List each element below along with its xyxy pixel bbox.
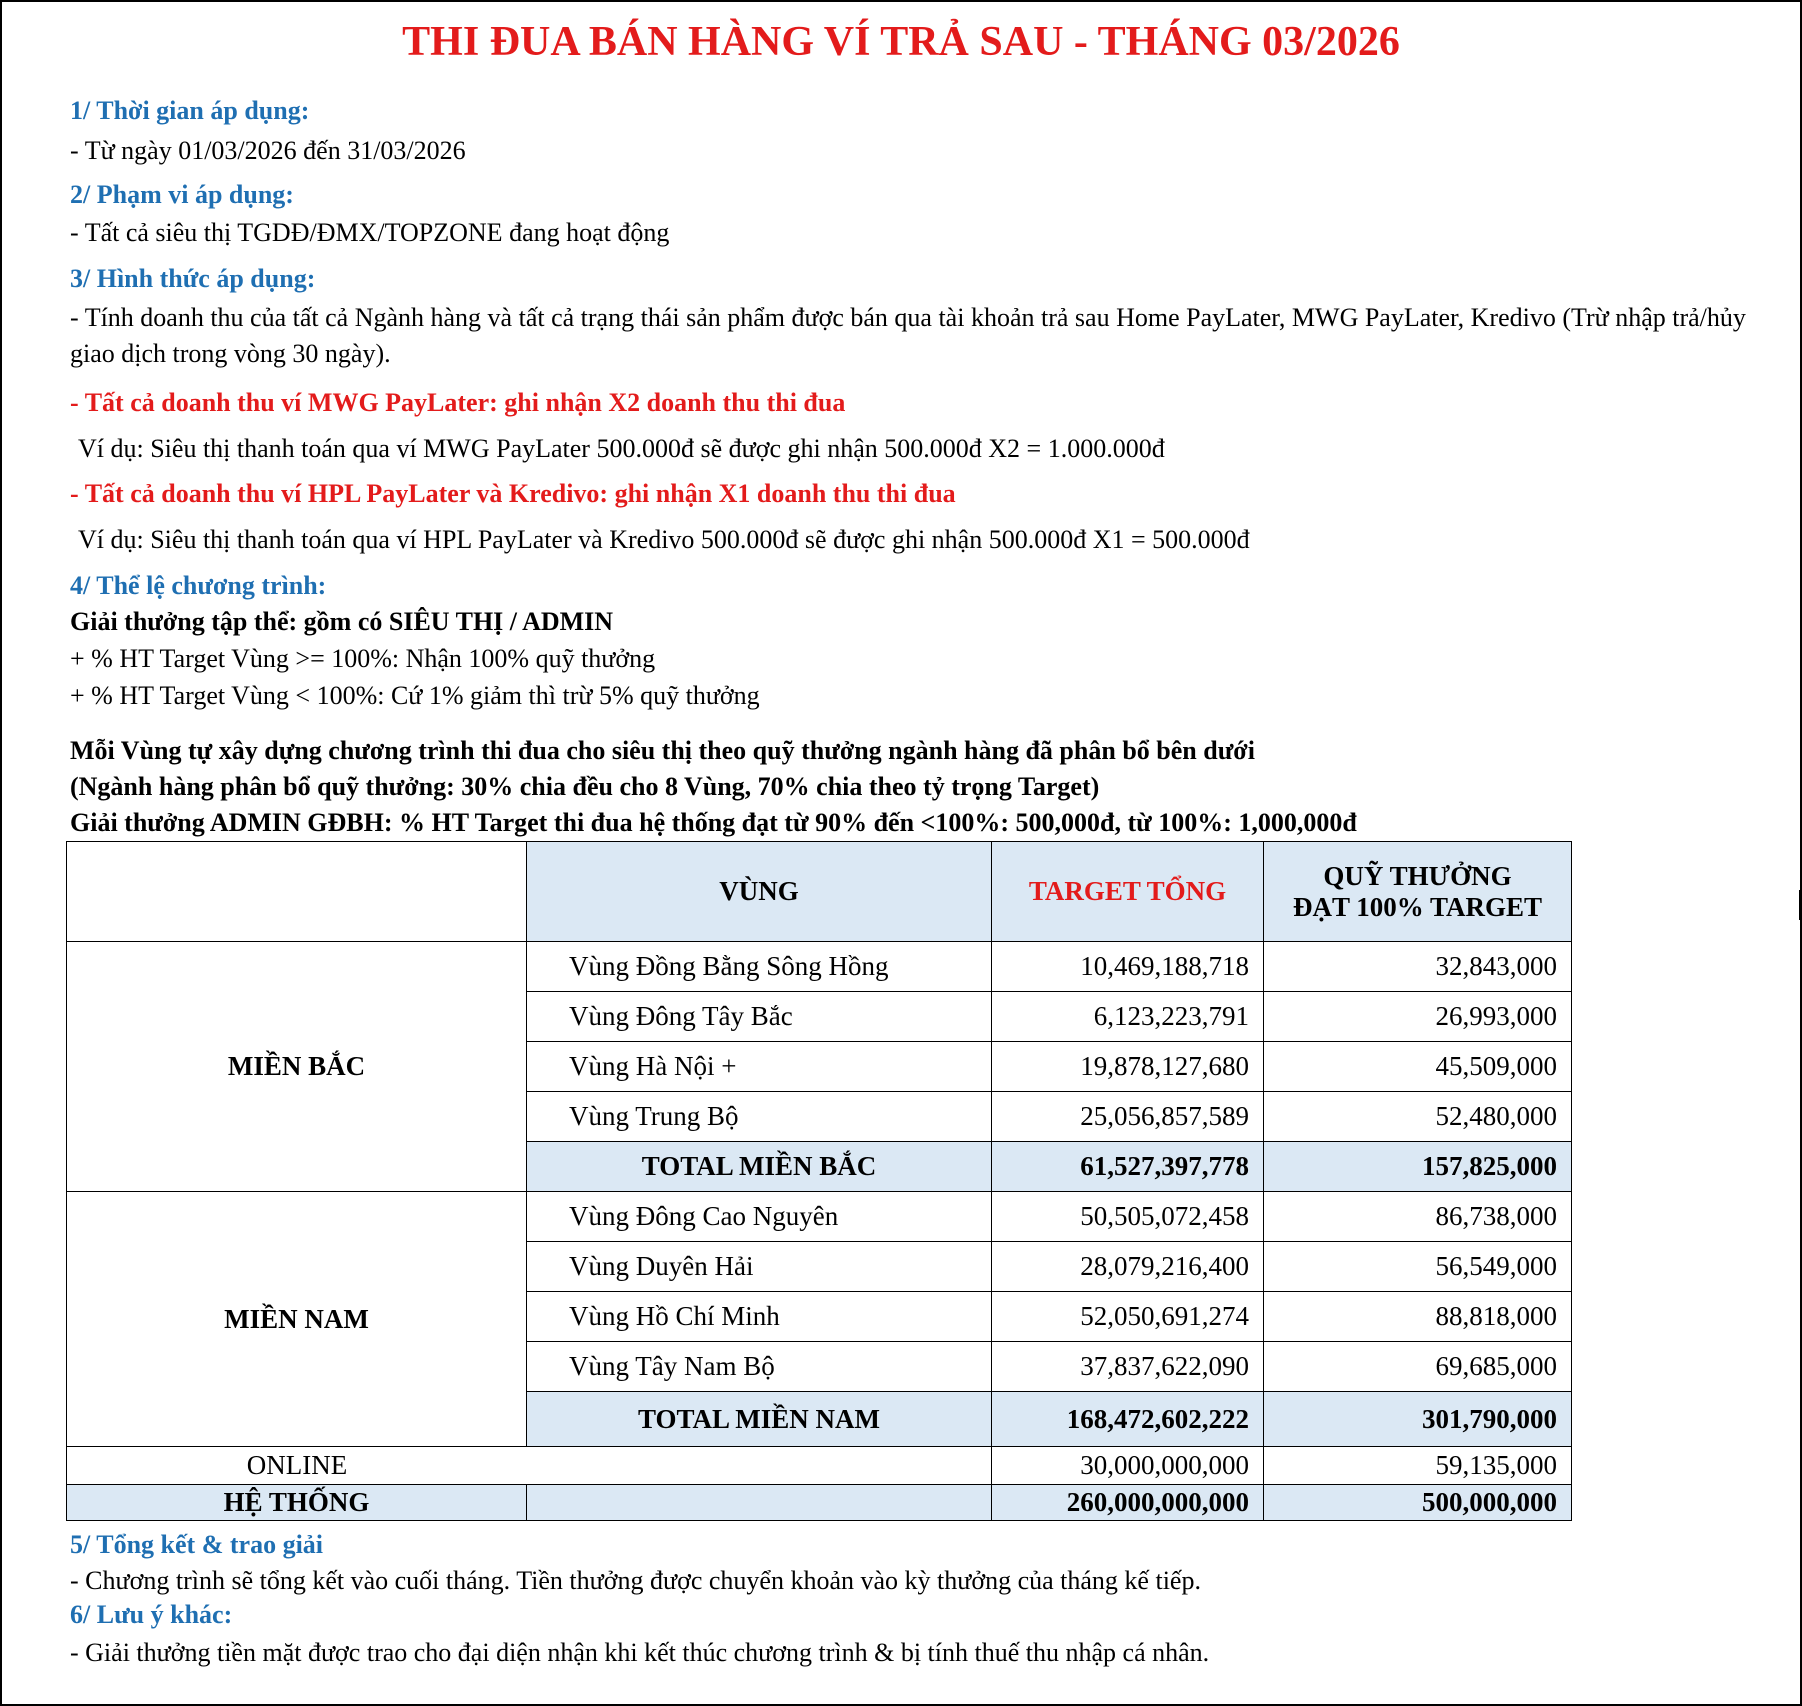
region-name: Vùng Đông Cao Nguyên bbox=[527, 1192, 992, 1242]
system-blank-cell bbox=[527, 1485, 992, 1521]
target-value: 37,837,622,090 bbox=[992, 1342, 1264, 1392]
total-north-target: 61,527,397,778 bbox=[992, 1142, 1264, 1192]
target-value: 52,050,691,274 bbox=[992, 1292, 1264, 1342]
page-title: THI ĐUA BÁN HÀNG VÍ TRẢ SAU - THÁNG 03/2026 bbox=[402, 19, 1400, 65]
section-4-heading: 4/ Thể lệ chương trình: bbox=[70, 571, 327, 600]
section-1-heading: 1/ Thời gian áp dụng: bbox=[70, 96, 310, 125]
region-name: Vùng Trung Bộ bbox=[527, 1092, 992, 1142]
online-label-cell bbox=[67, 1447, 992, 1485]
header-fund-line-2: ĐẠT 100% TARGET bbox=[1292, 891, 1543, 922]
online-label: ONLINE bbox=[246, 1450, 348, 1480]
fund-value: 26,993,000 bbox=[1264, 992, 1572, 1042]
table-row bbox=[67, 942, 1572, 992]
header-target: TARGET TỔNG bbox=[992, 842, 1264, 942]
section-3-example-mwg: Ví dụ: Siêu thị thanh toán qua ví MWG PayLater 500.000đ sẽ được ghi nhận 500.000đ X2 = 1.000.000đ bbox=[78, 434, 1165, 463]
fund-value: 32,843,000 bbox=[1264, 942, 1572, 992]
total-south-label: TOTAL MIỀN NAM bbox=[527, 1392, 992, 1447]
section-2-text: - Tất cả siêu thị TGDĐ/ĐMX/TOPZONE đang hoạt động bbox=[70, 218, 670, 247]
target-value: 28,079,216,400 bbox=[992, 1242, 1264, 1292]
fund-value: 88,818,000 bbox=[1264, 1292, 1572, 1342]
target-value: 50,505,072,458 bbox=[992, 1192, 1264, 1242]
section-2-heading: 2/ Phạm vi áp dụng: bbox=[70, 180, 294, 209]
section-4-condition-2: + % HT Target Vùng < 100%: Cứ 1% giảm thì trừ 5% quỹ thưởng bbox=[70, 681, 760, 710]
section-1-text: - Từ ngày 01/03/2026 đến 31/03/2026 bbox=[70, 136, 466, 165]
target-value: 25,056,857,589 bbox=[992, 1092, 1264, 1142]
region-name: Vùng Đông Tây Bắc bbox=[527, 992, 992, 1042]
header-vung: VÙNG bbox=[527, 842, 992, 942]
fund-value: 56,549,000 bbox=[1264, 1242, 1572, 1292]
system-row bbox=[67, 1485, 1572, 1521]
system-label: HỆ THỐNG bbox=[67, 1485, 527, 1521]
online-row bbox=[67, 1447, 1572, 1485]
table-header-row bbox=[67, 842, 1572, 942]
fund-value: 86,738,000 bbox=[1264, 1192, 1572, 1242]
section-3-example-hpl: Ví dụ: Siêu thị thanh toán qua ví HPL PayLater và Kredivo 500.000đ sẽ được ghi nhận 500.000đ X1 = 500.000đ bbox=[78, 525, 1250, 554]
region-name: Vùng Duyên Hải bbox=[527, 1242, 992, 1292]
fund-value: 45,509,000 bbox=[1264, 1042, 1572, 1092]
region-name: Vùng Hà Nội + bbox=[527, 1042, 992, 1092]
target-value: 6,123,223,791 bbox=[992, 992, 1264, 1042]
region-name: Vùng Tây Nam Bộ bbox=[527, 1342, 992, 1392]
section-5-text: - Chương trình sẽ tổng kết vào cuối tháng. Tiền thưởng được chuyển khoản vào kỳ thưởng của tháng kế tiếp. bbox=[70, 1566, 1201, 1595]
region-name: Vùng Hồ Chí Minh bbox=[527, 1292, 992, 1342]
total-south-fund: 301,790,000 bbox=[1264, 1392, 1572, 1447]
total-north-fund: 157,825,000 bbox=[1264, 1142, 1572, 1192]
section-3-text: - Tính doanh thu của tất cả Ngành hàng và tất cả trạng thái sản phẩm được bán qua tài khoản trả sau Home PayLater, MWG PayLater, Kredivo (Trừ nhập trả/hủy giao dịch trong vòng 30 ngày). bbox=[70, 303, 1746, 368]
total-north-label: TOTAL MIỀN BẮC bbox=[527, 1142, 992, 1192]
section-4-note-3: Giải thưởng ADMIN GĐBH: % HT Target thi đua hệ thống đạt từ 90% đến <100%: 500,000đ, từ 100%: 1,000,000đ bbox=[70, 808, 1357, 837]
section-6-heading: 6/ Lưu ý khác: bbox=[70, 1600, 233, 1629]
header-blank-cell bbox=[67, 842, 527, 942]
system-fund: 500,000,000 bbox=[1264, 1485, 1572, 1521]
section-5-heading: 5/ Tổng kết & trao giải bbox=[70, 1530, 324, 1559]
online-target: 30,000,000,000 bbox=[992, 1447, 1264, 1485]
fund-value: 52,480,000 bbox=[1264, 1092, 1572, 1142]
header-fund-line-1: QUỸ THƯỞNG bbox=[1323, 860, 1512, 891]
section-4-group-prize: Giải thưởng tập thể: gồm có SIÊU THỊ / ADMIN bbox=[70, 607, 614, 636]
online-fund: 59,135,000 bbox=[1264, 1447, 1572, 1485]
region-north-label: MIỀN BẮC bbox=[67, 942, 527, 1192]
section-3-rule-hpl: - Tất cả doanh thu ví HPL PayLater và Kredivo: ghi nhận X1 doanh thu thi đua bbox=[70, 479, 956, 508]
section-3-heading: 3/ Hình thức áp dụng: bbox=[70, 264, 316, 293]
target-fund-table bbox=[66, 841, 1572, 1521]
target-value: 10,469,188,718 bbox=[992, 942, 1264, 992]
section-4-note-2: (Ngành hàng phân bổ quỹ thưởng: 30% chia đều cho 8 Vùng, 70% chia theo tỷ trọng Target) bbox=[70, 772, 1100, 801]
section-6-text: - Giải thưởng tiền mặt được trao cho đại diện nhận khi kết thúc chương trình & bị tính thuế thu nhập cá nhân. bbox=[70, 1638, 1210, 1667]
total-south-target: 168,472,602,222 bbox=[992, 1392, 1264, 1447]
section-4-condition-1: + % HT Target Vùng >= 100%: Nhận 100% quỹ thưởng bbox=[70, 644, 656, 673]
section-4-note-1: Mỗi Vùng tự xây dựng chương trình thi đua cho siêu thị theo quỹ thưởng ngành hàng đã phân bổ bên dưới bbox=[70, 736, 1255, 765]
region-south-label: MIỀN NAM bbox=[67, 1192, 527, 1447]
header-fund bbox=[1264, 842, 1572, 942]
table-row bbox=[67, 1192, 1572, 1242]
fund-value: 69,685,000 bbox=[1264, 1342, 1572, 1392]
system-target: 260,000,000,000 bbox=[992, 1485, 1264, 1521]
section-3-rule-mwg: - Tất cả doanh thu ví MWG PayLater: ghi nhận X2 doanh thu thi đua bbox=[70, 388, 846, 417]
region-name: Vùng Đồng Bằng Sông Hồng bbox=[527, 942, 992, 992]
target-value: 19,878,127,680 bbox=[992, 1042, 1264, 1092]
